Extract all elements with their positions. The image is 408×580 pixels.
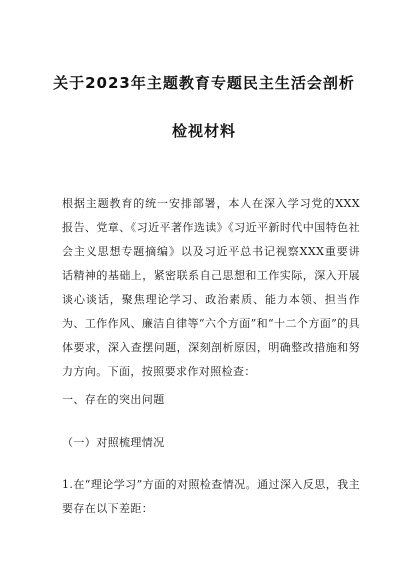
document-title-line1: 关于2023年主题教育专题民主生活会剖析 xyxy=(53,74,355,92)
section-heading: 一、存在的突出问题 xyxy=(62,393,165,406)
document-title-line2: 检视材料 xyxy=(171,122,236,140)
subsection-heading: （一）对照梳理情况 xyxy=(62,436,165,449)
item-paragraph: 1.在“理论学习”方面的对照检查情况。通过深入反思，我主要存在以下差距： xyxy=(62,478,360,515)
intro-paragraph: 根据主题教育的统一安排部署，本人在深入学习党的XXX报告、党章、《习近平著作选读》《习近平新时代中国特色社会主义思想专题摘编》以及习近平总书记视察XXX重要讲话精神的基础上，紧密联系自己思想和工作实际，深入开展谈心谈话，聚焦理论学习、政治素质、能力本领、担当作为、工作作风、廉洁自律等“六个方面”和“十二个方面”的具体要求，深入查摆问题，深刻剖析原因，明确整改措施和努力方向。下面，按照要求作对照检查： xyxy=(62,197,360,378)
